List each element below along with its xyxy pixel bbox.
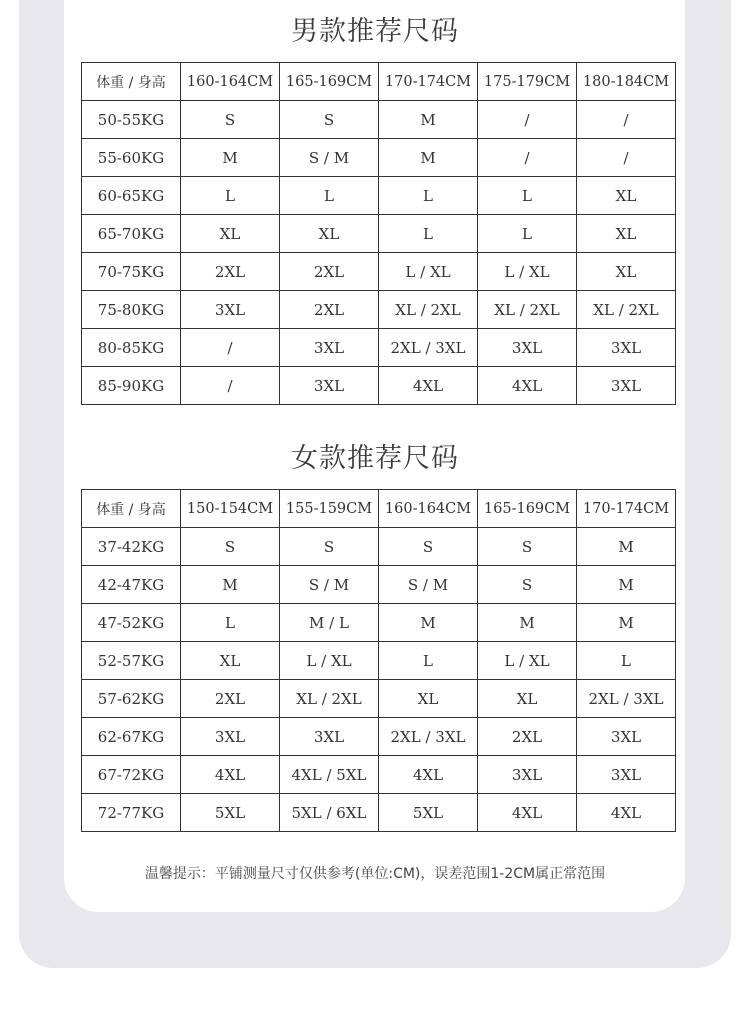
weight-cell: 60-65KG bbox=[82, 177, 181, 215]
men-size-title: 男款推荐尺码 bbox=[291, 16, 459, 47]
height-column-header: 170-174CM bbox=[577, 490, 676, 528]
table-row bbox=[82, 680, 676, 718]
table-row bbox=[82, 642, 676, 680]
weight-cell: 50-55KG bbox=[82, 101, 181, 139]
size-cell: S / M bbox=[280, 566, 379, 604]
table-row bbox=[82, 718, 676, 756]
size-cell: M bbox=[478, 604, 577, 642]
weight-cell: 52-57KG bbox=[82, 642, 181, 680]
height-column-header: 175-179CM bbox=[478, 63, 577, 101]
size-cell: XL bbox=[577, 177, 676, 215]
size-cell: 3XL bbox=[280, 367, 379, 405]
size-cell: L bbox=[478, 177, 577, 215]
height-column-header: 165-169CM bbox=[280, 63, 379, 101]
height-column-header: 160-164CM bbox=[379, 490, 478, 528]
size-cell: 2XL / 3XL bbox=[379, 329, 478, 367]
size-cell: 3XL bbox=[577, 718, 676, 756]
size-cell: / bbox=[478, 139, 577, 177]
weight-cell: 55-60KG bbox=[82, 139, 181, 177]
size-cell: / bbox=[181, 329, 280, 367]
weight-cell: 75-80KG bbox=[82, 291, 181, 329]
size-cell: 4XL bbox=[478, 367, 577, 405]
size-cell: M bbox=[577, 604, 676, 642]
women-size-title: 女款推荐尺码 bbox=[291, 443, 459, 474]
size-cell: L bbox=[379, 642, 478, 680]
size-cell: / bbox=[181, 367, 280, 405]
size-cell: L bbox=[379, 177, 478, 215]
size-cell: / bbox=[577, 101, 676, 139]
size-cell: XL / 2XL bbox=[280, 680, 379, 718]
size-cell: 3XL bbox=[280, 329, 379, 367]
table-row bbox=[82, 794, 676, 832]
size-cell: L bbox=[181, 604, 280, 642]
size-cell: 5XL bbox=[181, 794, 280, 832]
weight-cell: 80-85KG bbox=[82, 329, 181, 367]
size-cell: L / XL bbox=[280, 642, 379, 680]
height-column-header: 160-164CM bbox=[181, 63, 280, 101]
table-row bbox=[82, 604, 676, 642]
height-column-header: 180-184CM bbox=[577, 63, 676, 101]
size-cell: S bbox=[478, 528, 577, 566]
size-cell: S bbox=[181, 528, 280, 566]
weight-cell: 37-42KG bbox=[82, 528, 181, 566]
weight-cell: 57-62KG bbox=[82, 680, 181, 718]
table-row bbox=[82, 367, 676, 405]
size-cell: 2XL bbox=[478, 718, 577, 756]
size-cell: 3XL bbox=[181, 291, 280, 329]
men-size-table bbox=[81, 62, 676, 405]
size-cell: 4XL bbox=[379, 367, 478, 405]
size-cell: XL bbox=[577, 253, 676, 291]
size-cell: S bbox=[379, 528, 478, 566]
size-cell: L bbox=[478, 215, 577, 253]
size-cell: 3XL bbox=[478, 329, 577, 367]
size-cell: 3XL bbox=[577, 367, 676, 405]
size-cell: XL bbox=[280, 215, 379, 253]
size-cell: S / M bbox=[379, 566, 478, 604]
height-column-header: 170-174CM bbox=[379, 63, 478, 101]
size-cell: 4XL / 5XL bbox=[280, 756, 379, 794]
size-cell: 5XL / 6XL bbox=[280, 794, 379, 832]
height-column-header: 155-159CM bbox=[280, 490, 379, 528]
size-cell: 2XL / 3XL bbox=[379, 718, 478, 756]
size-cell: L bbox=[379, 215, 478, 253]
size-cell: M bbox=[379, 101, 478, 139]
size-cell: 3XL bbox=[478, 756, 577, 794]
size-cell: L bbox=[280, 177, 379, 215]
size-cell: M bbox=[379, 604, 478, 642]
size-cell: XL bbox=[379, 680, 478, 718]
weight-cell: 47-52KG bbox=[82, 604, 181, 642]
size-cell: 2XL bbox=[181, 253, 280, 291]
table-row bbox=[82, 139, 676, 177]
weight-cell: 85-90KG bbox=[82, 367, 181, 405]
size-cell: XL / 2XL bbox=[478, 291, 577, 329]
size-cell: L bbox=[577, 642, 676, 680]
table-row bbox=[82, 177, 676, 215]
size-cell: 3XL bbox=[577, 329, 676, 367]
size-cell: 3XL bbox=[577, 756, 676, 794]
size-cell: M bbox=[577, 566, 676, 604]
table-row bbox=[82, 566, 676, 604]
size-cell: S bbox=[280, 528, 379, 566]
size-cell: S bbox=[478, 566, 577, 604]
weight-cell: 62-67KG bbox=[82, 718, 181, 756]
size-cell: 3XL bbox=[280, 718, 379, 756]
size-cell: 4XL bbox=[379, 756, 478, 794]
size-cell: L / XL bbox=[379, 253, 478, 291]
size-cell: M bbox=[181, 566, 280, 604]
size-cell: 2XL bbox=[280, 291, 379, 329]
size-cell: XL bbox=[181, 642, 280, 680]
size-cell: M bbox=[577, 528, 676, 566]
measurement-tip: 温馨提示：平铺测量尺寸仅供参考(单位:CM)，误差范围1-2CM属正常范围 bbox=[144, 866, 606, 882]
size-cell: / bbox=[577, 139, 676, 177]
size-cell: S bbox=[280, 101, 379, 139]
size-cell: 4XL bbox=[577, 794, 676, 832]
height-column-header: 165-169CM bbox=[478, 490, 577, 528]
size-cell: XL bbox=[577, 215, 676, 253]
weight-cell: 42-47KG bbox=[82, 566, 181, 604]
size-cell: M bbox=[181, 139, 280, 177]
weight-height-header: 体重 / 身高 bbox=[82, 63, 181, 101]
size-cell: L / XL bbox=[478, 642, 577, 680]
size-cell: M bbox=[379, 139, 478, 177]
table-row bbox=[82, 756, 676, 794]
table-row bbox=[82, 329, 676, 367]
size-cell: / bbox=[478, 101, 577, 139]
weight-cell: 72-77KG bbox=[82, 794, 181, 832]
table-row bbox=[82, 215, 676, 253]
size-cell: XL bbox=[478, 680, 577, 718]
height-column-header: 150-154CM bbox=[181, 490, 280, 528]
size-cell: 4XL bbox=[181, 756, 280, 794]
table-row bbox=[82, 101, 676, 139]
size-cell: 2XL bbox=[181, 680, 280, 718]
size-cell: 3XL bbox=[181, 718, 280, 756]
size-cell: 4XL bbox=[478, 794, 577, 832]
size-cell: 2XL bbox=[280, 253, 379, 291]
size-cell: 2XL / 3XL bbox=[577, 680, 676, 718]
size-cell: M / L bbox=[280, 604, 379, 642]
weight-cell: 65-70KG bbox=[82, 215, 181, 253]
size-cell: S bbox=[181, 101, 280, 139]
weight-height-header: 体重 / 身高 bbox=[82, 490, 181, 528]
size-cell: XL bbox=[181, 215, 280, 253]
size-cell: L / XL bbox=[478, 253, 577, 291]
size-cell: XL / 2XL bbox=[379, 291, 478, 329]
size-cell: S / M bbox=[280, 139, 379, 177]
table-row bbox=[82, 291, 676, 329]
table-row bbox=[82, 528, 676, 566]
table-header-row bbox=[82, 63, 676, 101]
weight-cell: 67-72KG bbox=[82, 756, 181, 794]
size-cell: L bbox=[181, 177, 280, 215]
table-row bbox=[82, 253, 676, 291]
size-cell: XL / 2XL bbox=[577, 291, 676, 329]
size-cell: 5XL bbox=[379, 794, 478, 832]
women-size-table bbox=[81, 489, 676, 832]
weight-cell: 70-75KG bbox=[82, 253, 181, 291]
table-header-row bbox=[82, 490, 676, 528]
